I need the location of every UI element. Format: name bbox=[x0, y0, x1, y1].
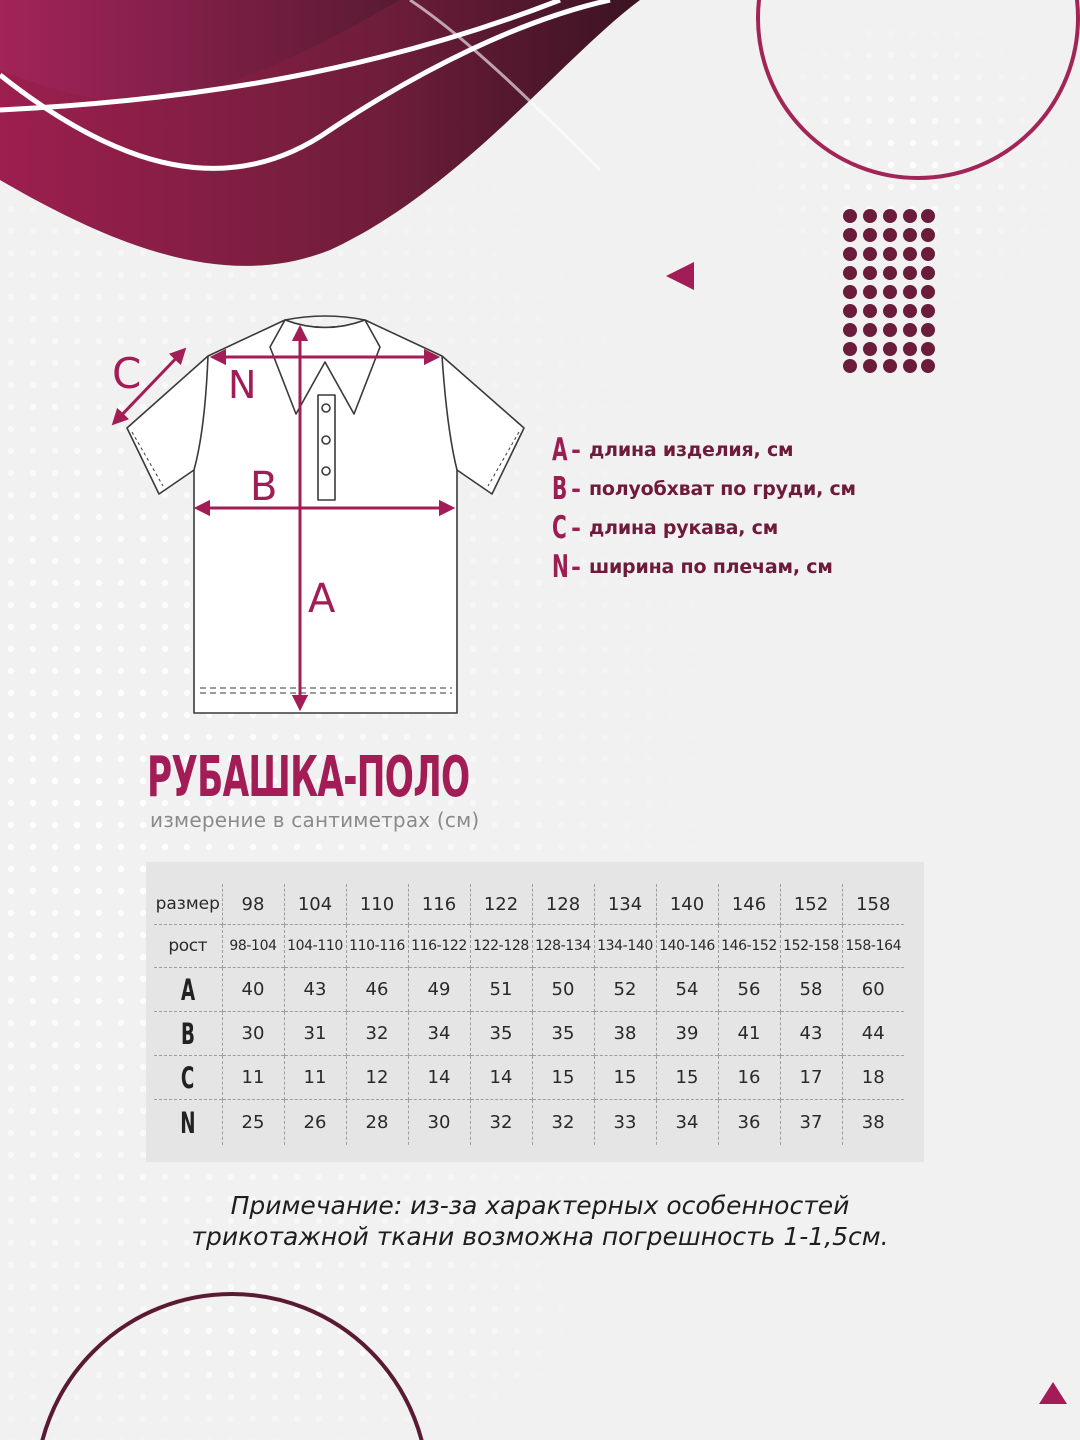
table-cell: 140-146 bbox=[656, 925, 718, 968]
size-table bbox=[154, 884, 904, 1145]
legend-item bbox=[552, 469, 856, 508]
row-label bbox=[154, 1056, 222, 1100]
row-label bbox=[154, 1012, 222, 1056]
footnote bbox=[0, 1190, 1080, 1252]
table-cell: 110 bbox=[346, 884, 408, 925]
polo-shirt-icon bbox=[127, 316, 524, 713]
table-cell: 41 bbox=[718, 1012, 780, 1056]
table-cell: 26 bbox=[284, 1100, 346, 1146]
legend-text: полуобхват по груди, см bbox=[588, 477, 856, 500]
table-cell: 146 bbox=[718, 884, 780, 925]
table-cell: 116-122 bbox=[408, 925, 470, 968]
table-cell: 134-140 bbox=[594, 925, 656, 968]
table-cell: 134 bbox=[594, 884, 656, 925]
legend-item bbox=[552, 547, 856, 586]
table-row-n bbox=[154, 1100, 904, 1146]
table-cell: 34 bbox=[408, 1012, 470, 1056]
table-cell: 122 bbox=[470, 884, 532, 925]
table-row-size bbox=[154, 884, 904, 925]
table-cell: 56 bbox=[718, 968, 780, 1012]
table-cell: 43 bbox=[284, 968, 346, 1012]
table-cell: 158 bbox=[842, 884, 904, 925]
legend-letter: C bbox=[552, 509, 567, 546]
table-cell: 34 bbox=[656, 1100, 718, 1146]
table-cell: 44 bbox=[842, 1012, 904, 1056]
table-cell: 11 bbox=[222, 1056, 284, 1100]
table-cell: 15 bbox=[532, 1056, 594, 1100]
table-cell: 36 bbox=[718, 1100, 780, 1146]
diagram-label-a: A bbox=[308, 576, 336, 622]
row-label bbox=[154, 1100, 222, 1146]
legend-letter: B bbox=[552, 470, 568, 507]
table-cell: 32 bbox=[470, 1100, 532, 1146]
legend-letter: N bbox=[552, 548, 569, 585]
table-cell: 46 bbox=[346, 968, 408, 1012]
table-cell: 12 bbox=[346, 1056, 408, 1100]
table-cell: 128 bbox=[532, 884, 594, 925]
row-label-text: C bbox=[181, 1060, 195, 1095]
table-cell: 28 bbox=[346, 1100, 408, 1146]
table-cell: 38 bbox=[594, 1012, 656, 1056]
page-subtitle: измерение в сантиметрах (см) bbox=[150, 808, 480, 832]
table-cell: 140 bbox=[656, 884, 718, 925]
footnote-line: Примечание: из-за характерных особенностей bbox=[230, 1191, 850, 1220]
table-cell: 40 bbox=[222, 968, 284, 1012]
table-cell: 32 bbox=[532, 1100, 594, 1146]
legend-item bbox=[552, 430, 856, 469]
row-label-text: B bbox=[180, 1016, 195, 1051]
legend-text: ширина по плечам, см bbox=[588, 555, 833, 578]
table-cell: 116 bbox=[408, 884, 470, 925]
table-cell: 51 bbox=[470, 968, 532, 1012]
size-table-panel bbox=[146, 862, 924, 1162]
row-label-text: A bbox=[180, 972, 195, 1007]
row-label-text: N bbox=[180, 1105, 196, 1140]
legend-dash: - bbox=[571, 474, 581, 503]
table-cell: 14 bbox=[408, 1056, 470, 1100]
table-row-b bbox=[154, 1012, 904, 1056]
table-cell: 14 bbox=[470, 1056, 532, 1100]
table-cell: 152-158 bbox=[780, 925, 842, 968]
legend-dash: - bbox=[571, 435, 581, 464]
legend-letter: A bbox=[552, 431, 568, 468]
row-label: рост bbox=[154, 925, 222, 968]
table-cell: 60 bbox=[842, 968, 904, 1012]
table-cell: 98-104 bbox=[222, 925, 284, 968]
table-cell: 38 bbox=[842, 1100, 904, 1146]
table-cell: 54 bbox=[656, 968, 718, 1012]
table-cell: 43 bbox=[780, 1012, 842, 1056]
footnote-line: трикотажной ткани возможна погрешность 1-1,5см. bbox=[191, 1222, 889, 1251]
table-cell: 11 bbox=[284, 1056, 346, 1100]
table-row-height bbox=[154, 925, 904, 968]
table-cell: 152 bbox=[780, 884, 842, 925]
table-cell: 18 bbox=[842, 1056, 904, 1100]
table-cell: 98 bbox=[222, 884, 284, 925]
table-cell: 37 bbox=[780, 1100, 842, 1146]
page-title: РУБАШКА-ПОЛО bbox=[147, 745, 470, 810]
table-row-a bbox=[154, 968, 904, 1012]
table-cell: 128-134 bbox=[532, 925, 594, 968]
diagram-label-b: B bbox=[250, 464, 278, 510]
table-cell: 58 bbox=[780, 968, 842, 1012]
table-cell: 35 bbox=[470, 1012, 532, 1056]
table-cell: 16 bbox=[718, 1056, 780, 1100]
table-cell: 104 bbox=[284, 884, 346, 925]
legend-dash: - bbox=[571, 513, 581, 542]
diagram-label-c: C bbox=[112, 349, 142, 398]
table-cell: 33 bbox=[594, 1100, 656, 1146]
table-cell: 31 bbox=[284, 1012, 346, 1056]
row-label bbox=[154, 968, 222, 1012]
table-cell: 146-152 bbox=[718, 925, 780, 968]
table-cell: 39 bbox=[656, 1012, 718, 1056]
legend-text: длина изделия, см bbox=[588, 438, 794, 461]
diagram-label-n: N bbox=[228, 363, 257, 407]
table-cell: 25 bbox=[222, 1100, 284, 1146]
table-cell: 17 bbox=[780, 1056, 842, 1100]
table-row-c bbox=[154, 1056, 904, 1100]
table-cell: 15 bbox=[594, 1056, 656, 1100]
table-cell: 49 bbox=[408, 968, 470, 1012]
legend-dash: - bbox=[571, 552, 581, 581]
table-cell: 30 bbox=[408, 1100, 470, 1146]
table-cell: 35 bbox=[532, 1012, 594, 1056]
table-cell: 32 bbox=[346, 1012, 408, 1056]
table-cell: 15 bbox=[656, 1056, 718, 1100]
measurement-legend bbox=[552, 430, 856, 586]
table-cell: 158-164 bbox=[842, 925, 904, 968]
row-label: размер bbox=[155, 894, 220, 914]
legend-text: длина рукава, см bbox=[588, 516, 779, 539]
table-cell: 122-128 bbox=[470, 925, 532, 968]
table-cell: 30 bbox=[222, 1012, 284, 1056]
table-cell: 110-116 bbox=[346, 925, 408, 968]
table-cell: 50 bbox=[532, 968, 594, 1012]
legend-item bbox=[552, 508, 856, 547]
table-cell: 52 bbox=[594, 968, 656, 1012]
table-cell: 104-110 bbox=[284, 925, 346, 968]
